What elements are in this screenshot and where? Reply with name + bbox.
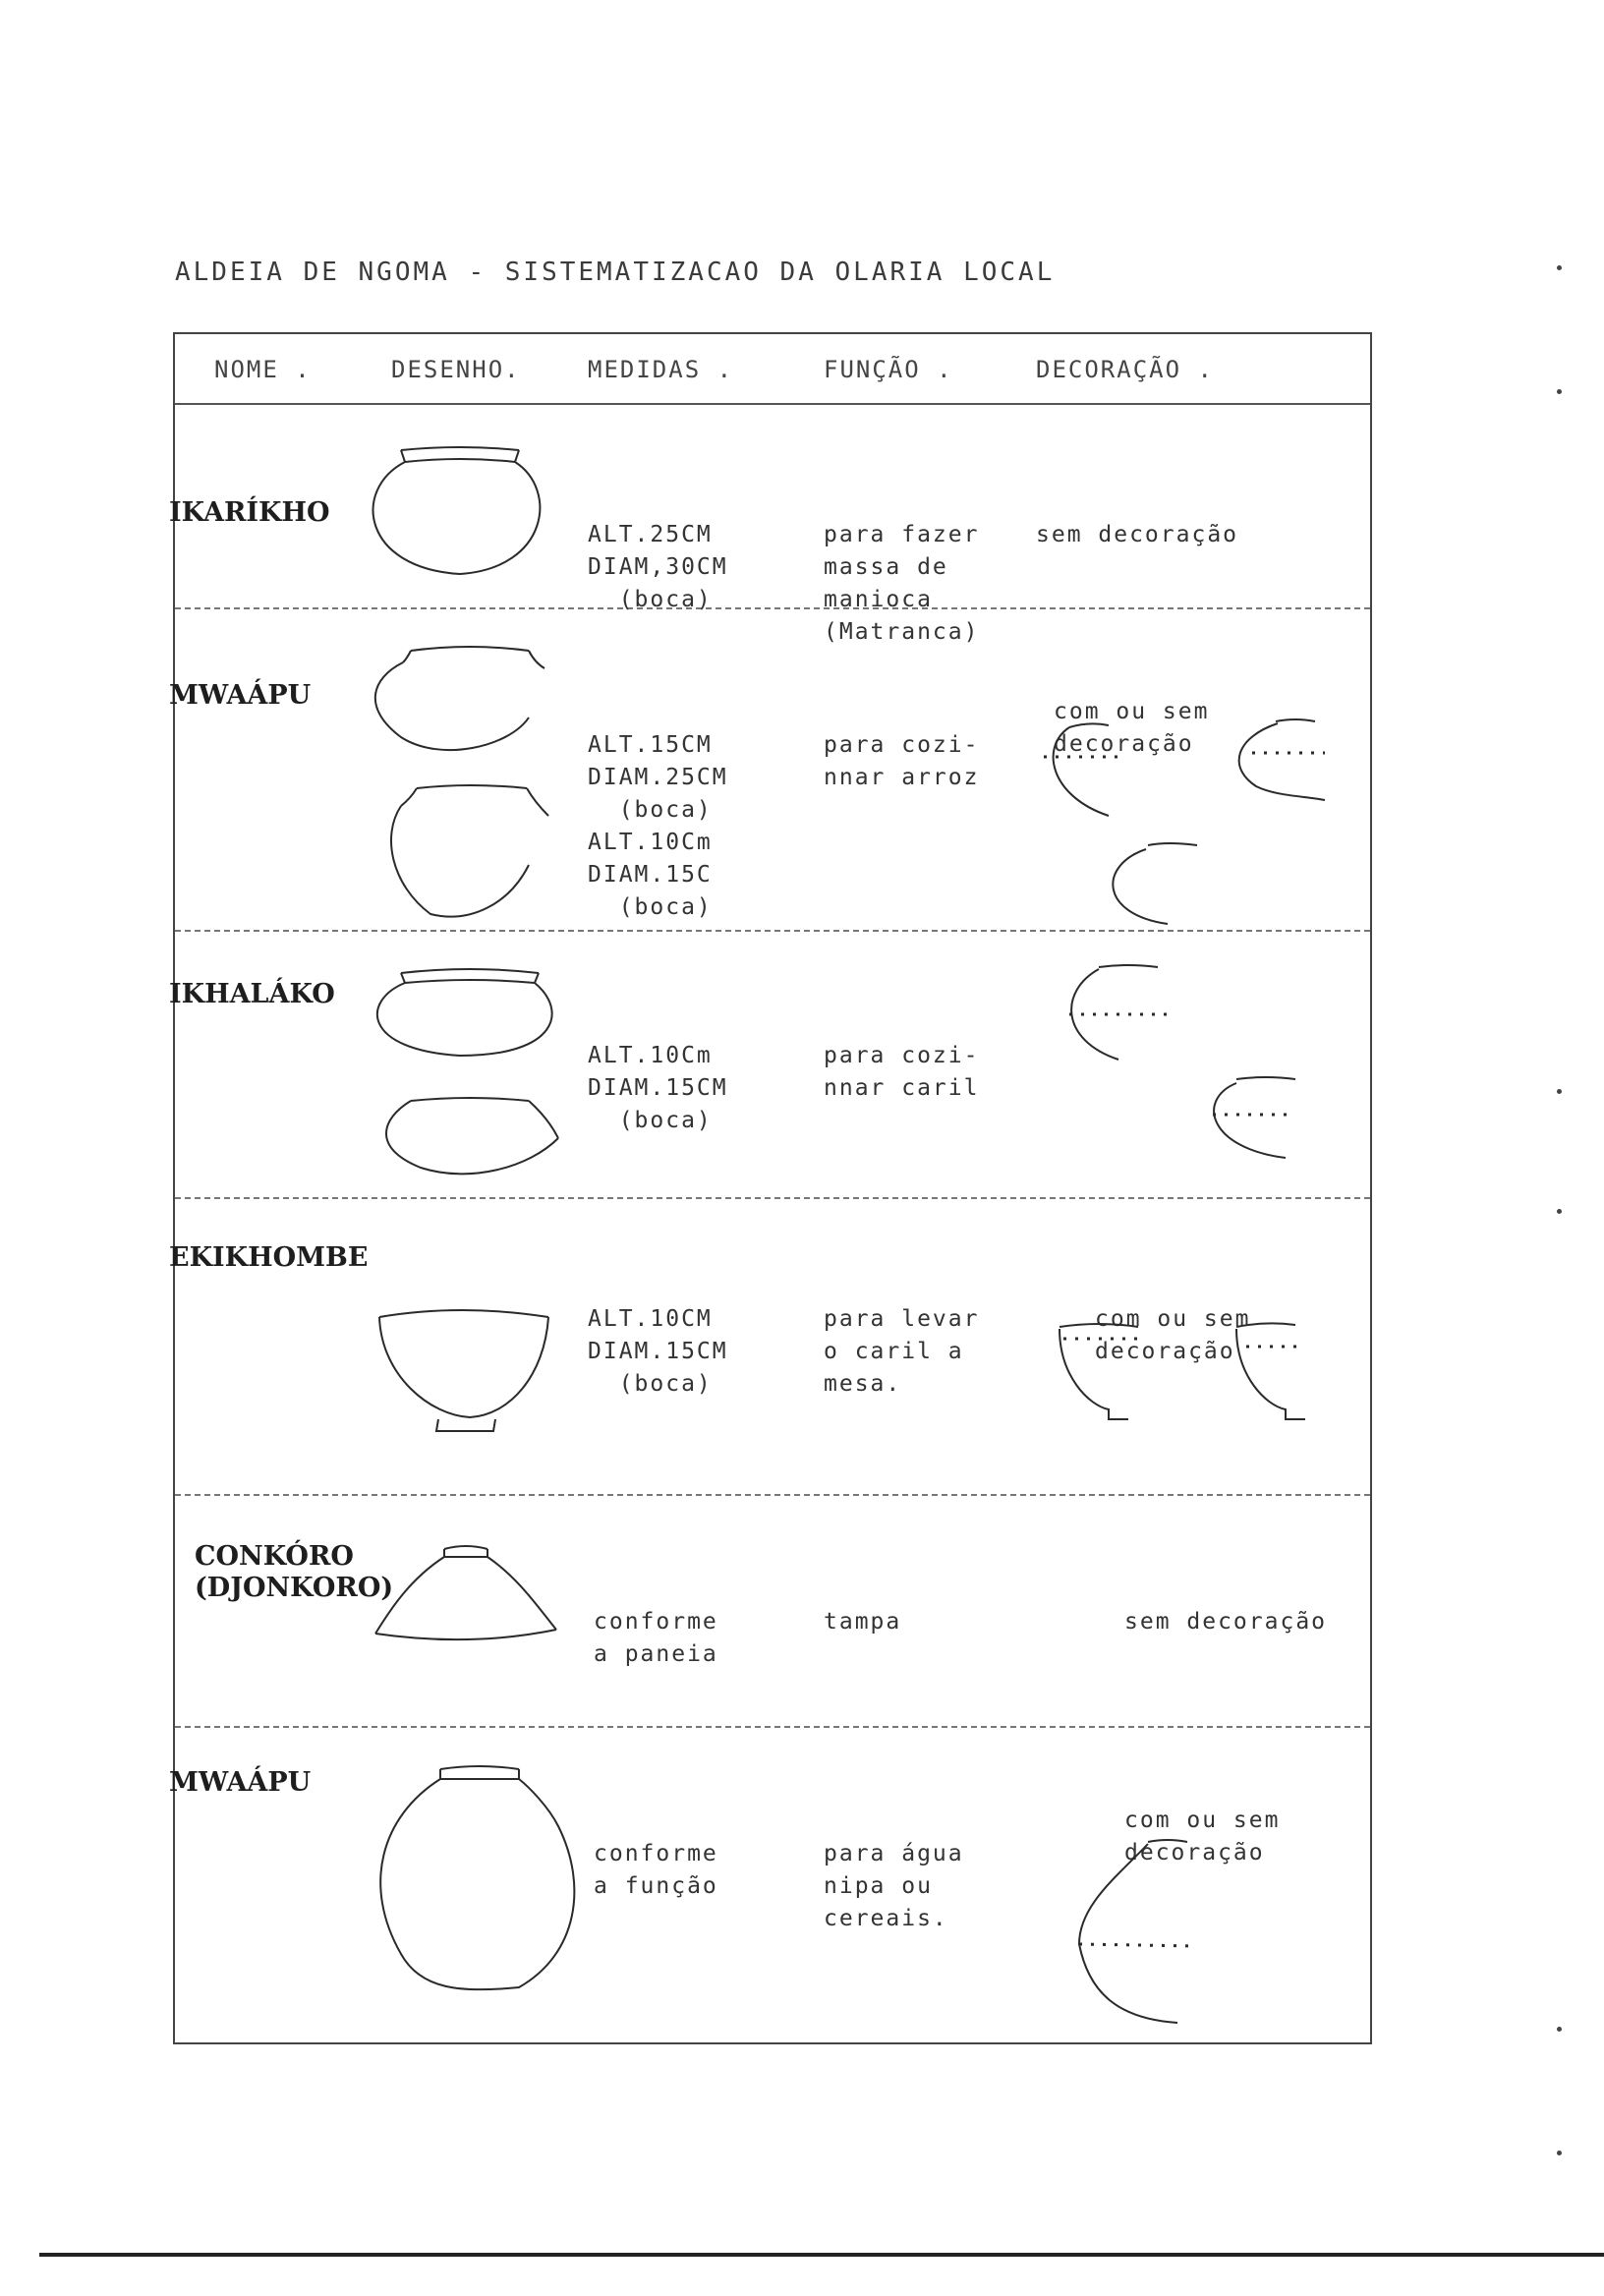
header-medidas: MEDIDAS .	[588, 356, 734, 383]
table-row	[169, 1199, 1370, 1496]
pot-name: CONKÓRO (DJONKORO)	[195, 1541, 394, 1603]
decorated-pot-sketches	[1060, 1836, 1295, 2033]
scan-speck	[1557, 2151, 1562, 2155]
pot-drawing	[372, 1539, 568, 1647]
table-row	[169, 609, 1370, 932]
decorated-pot-sketches	[1030, 718, 1384, 924]
scan-speck	[1557, 1209, 1562, 1214]
funcao-text: para levar o caril a mesa.	[824, 1306, 980, 1397]
pot-drawing	[362, 1089, 578, 1187]
table-row	[169, 1728, 1370, 2042]
funcao-text: para cozi- nnar arroz	[824, 732, 980, 790]
table-header	[175, 334, 1370, 405]
funcao-text: para fazer massa de manioca (Matranca)	[824, 522, 980, 645]
funcao-text: para cozi- nnar caril	[824, 1043, 980, 1101]
pot-name: EKIKHOMBE	[169, 1242, 369, 1273]
table-row	[169, 405, 1370, 645]
decoracao-text: com ou sem decoração	[1054, 699, 1210, 757]
pot-name: MWAÁPU	[169, 1767, 312, 1798]
pot-drawing	[362, 1757, 588, 2013]
medidas-text: ALT.15CM DIAM.25CM (boca) ALT.10Cm DIAM.15C (boca)	[588, 732, 728, 920]
header-decoracao: DECORAÇÃO .	[1036, 356, 1214, 383]
table-row	[169, 932, 1370, 1199]
pot-drawing	[362, 961, 578, 1069]
pot-drawing	[362, 639, 558, 767]
medidas-text: conforme a paneia	[594, 1609, 718, 1667]
scan-speck	[1557, 1089, 1562, 1094]
medidas-text: ALT.10CM DIAM.15CM (boca)	[588, 1306, 728, 1397]
pot-drawing	[362, 776, 568, 924]
pot-drawing	[362, 440, 558, 588]
scan-speck	[1557, 389, 1562, 394]
header-desenho: DESENHO.	[391, 356, 521, 383]
medidas-text: conforme a função	[594, 1841, 718, 1899]
funcao-text: para água nipa ou cereais.	[824, 1841, 964, 1931]
decoracao-text: sem decoração	[1036, 522, 1239, 547]
header-funcao: FUNÇÃO .	[824, 356, 953, 383]
pot-drawing	[372, 1297, 568, 1435]
pot-name: IKHALÁKO	[169, 979, 335, 1009]
decorated-pot-sketches	[1060, 961, 1354, 1177]
medidas-text: ALT.10Cm DIAM.15CM (boca)	[588, 1043, 728, 1133]
decoracao-text: com ou sem decoração	[1095, 1306, 1251, 1364]
decoracao-text: com ou sem decoração	[1124, 1808, 1281, 1866]
table-row	[175, 1496, 1370, 1728]
header-nome: NOME .	[214, 356, 312, 383]
page-title: ALDEIA DE NGOMA - SISTEMATIZACAO DA OLARIA LOCAL	[175, 258, 1056, 287]
pottery-table	[169, 332, 1372, 2044]
medidas-text: ALT.25CM DIAM,30CM (boca)	[588, 522, 728, 612]
decoracao-text: sem decoração	[1124, 1609, 1328, 1635]
funcao-text: tampa	[824, 1609, 902, 1635]
decorated-pot-sketches	[1050, 1317, 1384, 1455]
scan-speck	[1557, 265, 1562, 270]
pot-name: IKARÍKHO	[169, 497, 330, 528]
scan-speck	[1557, 2027, 1562, 2032]
pot-name: MWAÁPU	[169, 680, 312, 711]
bottom-rule	[39, 2253, 1604, 2257]
